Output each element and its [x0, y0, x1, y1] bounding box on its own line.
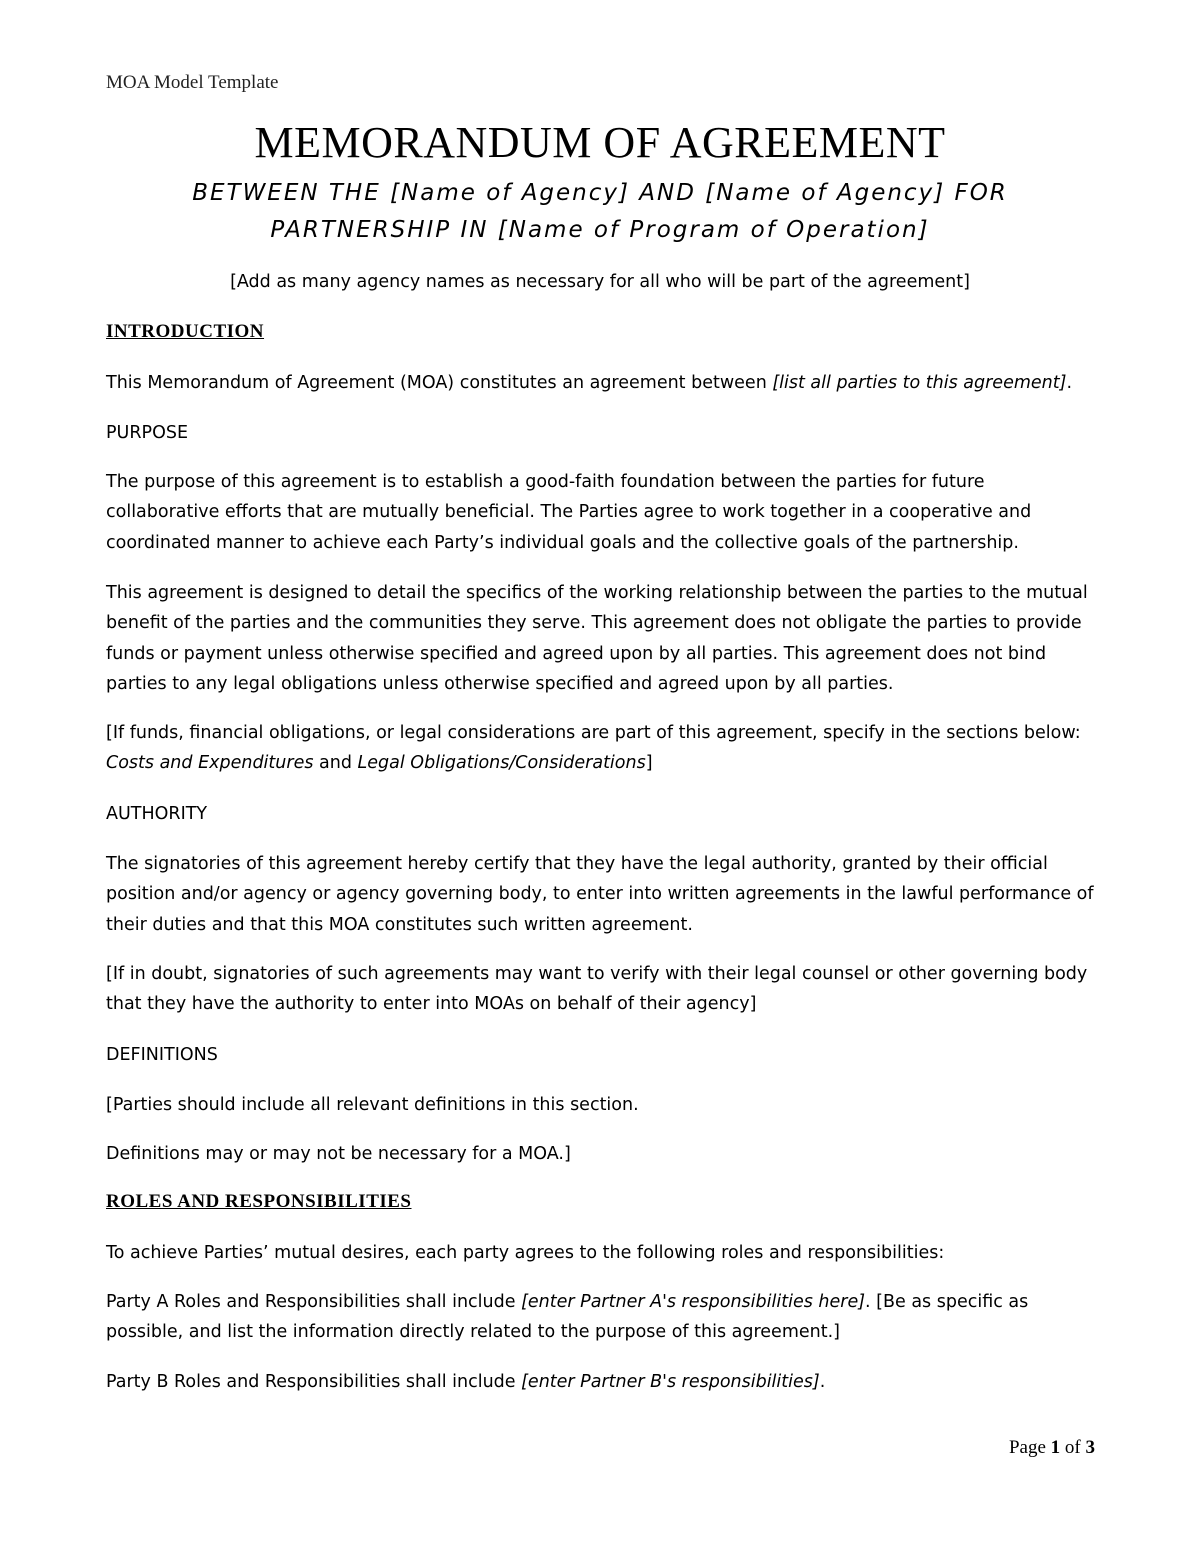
- introduction-parties-placeholder: [list all parties to this agreement]: [772, 373, 1067, 393]
- authority-p1-line-2: position and/or agency or agency governing body, to enter into written agreements in the lawful performance of: [106, 884, 1094, 905]
- definitions-paragraph-1: [Parties should include all relevant definitions in this section.: [106, 1095, 639, 1115]
- agency-names-note: [Add as many agency names as necessary for all who will be part of the agreement]: [230, 272, 970, 292]
- page-number-footer: [1009, 1437, 1095, 1459]
- party-b-end: .: [819, 1372, 826, 1392]
- authority-paragraph-1: [106, 849, 1096, 940]
- purpose-p2-line-4: parties to any legal obligations unless otherwise specified and agreed upon by all parties.: [106, 673, 894, 694]
- party-b-placeholder: [enter Partner B's responsibilities]: [521, 1372, 820, 1392]
- introduction-text: This Memorandum of Agreement (MOA) constitutes an agreement between: [106, 373, 773, 393]
- authority-heading: AUTHORITY: [106, 804, 208, 824]
- party-a-text: Party A Roles and Responsibilities shall include: [106, 1292, 522, 1312]
- legal-obligations-ref: Legal Obligations/Considerations: [357, 753, 646, 774]
- authority-paragraph-2: [106, 959, 1096, 1020]
- footer-page-word: Page: [1008, 1437, 1046, 1458]
- party-b-paragraph: [106, 1367, 1096, 1397]
- purpose-p3-line-1: [If funds, financial obligations, or legal considerations are part of this agreement, specify in the sections below:: [106, 723, 1081, 743]
- footer-current-page: 1: [1050, 1437, 1061, 1458]
- purpose-p1-line-2: collaborative efforts that are mutually beneficial. The Parties agree to work together in a cooperative and: [106, 502, 1032, 523]
- authority-p2-line-2: that they have the authority to enter into MOAs on behalf of their agency]: [106, 994, 757, 1015]
- authority-p1-line-1: The signatories of this agreement hereby certify that they have the legal authority, granted by their official: [106, 854, 1048, 874]
- subtitle-line-2: PARTNERSHIP IN [Name of Program of Operation]: [270, 217, 930, 243]
- document-subtitle: [0, 175, 1200, 249]
- party-a-line-2: possible, and list the information directly related to the purpose of this agreement.]: [106, 1322, 840, 1343]
- party-a-placeholder: [enter Partner A's responsibilities here]: [521, 1292, 866, 1312]
- party-b-text: Party B Roles and Responsibilities shall include: [106, 1372, 522, 1392]
- document-header: MOA Model Template: [106, 72, 279, 93]
- roles-heading: ROLES AND RESPONSIBILITIES: [106, 1191, 412, 1212]
- definitions-paragraph-2: Definitions may or may not be necessary for a MOA.]: [106, 1144, 571, 1164]
- purpose-paragraph-2: [106, 578, 1096, 699]
- party-a-line-1: [106, 1287, 1096, 1317]
- party-a-rest: . [Be as specific as: [865, 1292, 1029, 1312]
- purpose-p3-end: ]: [645, 753, 653, 774]
- introduction-paragraph: [106, 368, 1096, 398]
- definitions-heading: DEFINITIONS: [106, 1045, 218, 1065]
- purpose-p3-line-2: [106, 748, 1096, 778]
- purpose-p2-line-3: funds or payment unless otherwise specified and agreed upon by all parties. This agreement does not bind: [106, 643, 1047, 664]
- purpose-p1-line-1: The purpose of this agreement is to establish a good-faith foundation between the parties for future: [106, 472, 985, 492]
- authority-p2-line-1: [If in doubt, signatories of such agreements may want to verify with their legal counsel or other governing body: [106, 964, 1088, 984]
- purpose-heading: PURPOSE: [106, 423, 189, 443]
- purpose-p2-line-2: benefit of the parties and the communities they serve. This agreement does not obligate the parties to provide: [106, 613, 1082, 634]
- purpose-p3-and: and: [313, 753, 358, 774]
- authority-p1-line-3: their duties and that this MOA constitutes such written agreement.: [106, 914, 693, 935]
- purpose-paragraph-1: [106, 467, 1096, 558]
- purpose-p2-line-1: This agreement is designed to detail the specifics of the working relationship between the parties to the mutual: [106, 583, 1088, 603]
- party-a-paragraph: [106, 1287, 1096, 1348]
- purpose-p1-line-3: coordinated manner to achieve each Party’s individual goals and the collective goals of the partnership.: [106, 532, 1019, 553]
- introduction-heading: INTRODUCTION: [106, 321, 265, 342]
- document-title: MEMORANDUM OF AGREEMENT: [254, 118, 946, 167]
- footer-of-word: of: [1064, 1437, 1081, 1458]
- subtitle-line-1: BETWEEN THE [Name of Agency] AND [Name of Agency] FOR: [192, 180, 1008, 206]
- purpose-paragraph-3: [106, 718, 1096, 779]
- costs-expenditures-ref: Costs and Expenditures: [106, 753, 314, 774]
- footer-total-pages: 3: [1085, 1437, 1095, 1458]
- introduction-end: .: [1066, 373, 1073, 393]
- roles-intro: To achieve Parties’ mutual desires, each party agrees to the following roles and responsibilities:: [106, 1243, 945, 1263]
